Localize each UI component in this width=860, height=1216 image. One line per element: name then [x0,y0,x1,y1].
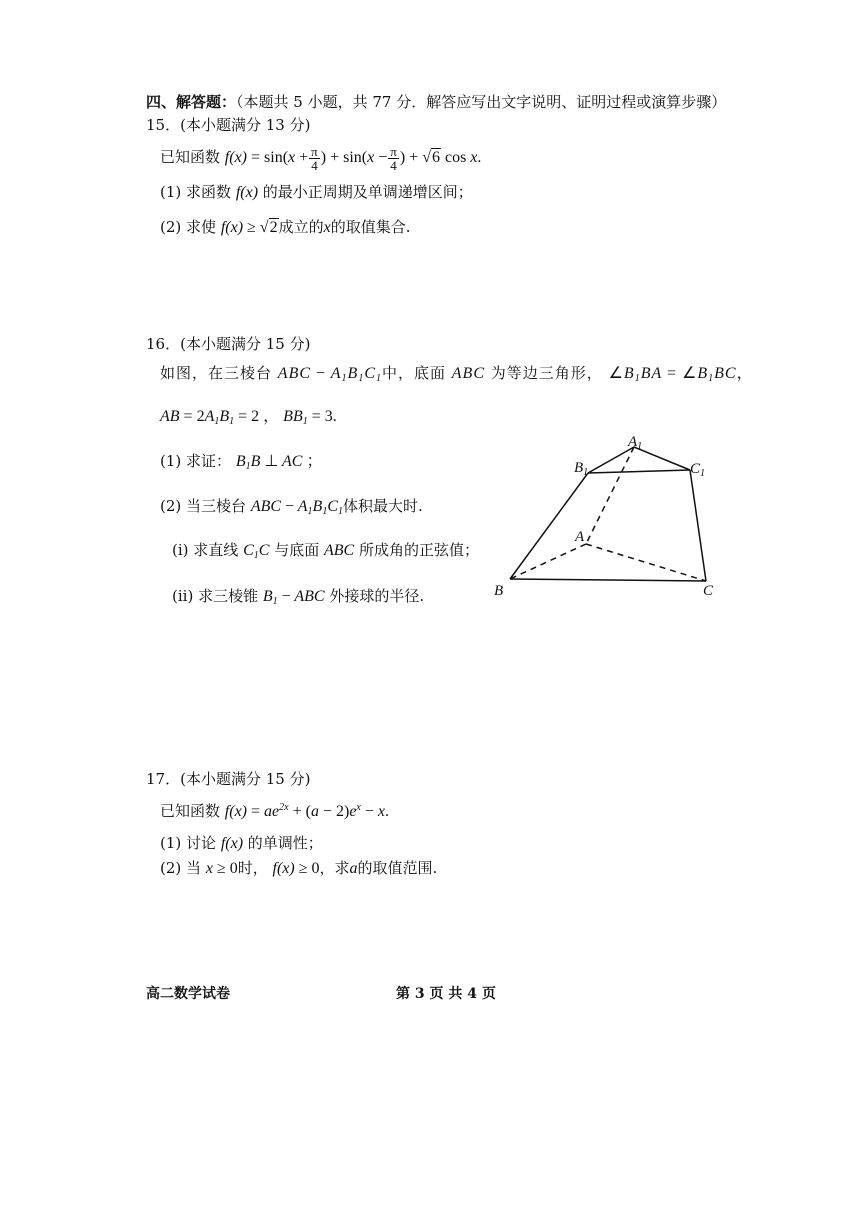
q16-frustum-name: ABC − $A_1B_1C_1$ [277,365,382,384]
q16-sub2-prefix: (ii) 求三棱锥 [172,587,259,605]
q17-part2 [160,858,437,879]
vertex-label-B1: $B_1$ [574,460,589,478]
q16-sub1-prefix: (i) 求直线 [172,541,239,559]
q17-intro [160,798,389,822]
q16-intro [160,363,754,389]
footer-exam-title: 高二数学试卷 [146,986,230,1002]
edge-B1-C1 [588,470,690,473]
q15-part2 [160,217,410,238]
q15-header: 15．(本小题满分 13 分) [146,116,311,134]
q15-part1-fx: f(x) [235,184,259,201]
q17-part2-a: a [349,860,358,877]
q17-intro-text: 已知函数 [160,802,221,820]
q15-part2-x: x [323,219,331,236]
q16-part2-frustum: ABC − $A_1B_1C_1$ [250,498,343,517]
q16-angle-condition: $\angle B_1BA$ = $\angle B_1BC$， [608,365,754,384]
edge-B1-B [510,473,588,579]
q16-sub1-mid: 与底面 [274,541,320,559]
q16-part1-prefix: (1) 求证： [160,452,232,470]
q17-header: 17．(本小题满分 15 分) [146,770,311,788]
q16-part1 [160,451,322,477]
q17-part1-suffix: 的单调性； [247,834,323,852]
q15-part1-prefix: (1) 求函数 [160,183,232,201]
edge-A1-A [586,447,634,544]
q16-part1-formula: $B_1B$ ⊥ AC ； [235,453,323,472]
q17-part1 [160,833,323,854]
q16-intro-mid2: 为等边三角形， [490,364,603,382]
q16-sub2 [172,586,424,612]
vertex-label-B: B [494,583,504,599]
q17-function-formula: $f(x) = ae^{2x} + (a - 2)e^x - x$. [224,802,390,820]
q17-part2-mid2: ，求 [319,859,350,877]
q15-part2-middle: 成立的 [278,218,324,236]
q16-part2-suffix: 体积最大时. [343,497,423,515]
section-note: （本题共 5 小题，共 77 分．解答应写出文字说明、证明过程或演算步骤） [236,93,727,111]
q15-part2-prefix: (2) 求使 [160,218,217,236]
q15-intro [160,145,481,172]
q16-sub1-line: $C_1C$ [243,542,270,561]
q17-part2-suffix: 的取值范围. [357,859,438,877]
q16-sub2-pyramid: $B_1$ − ABC [262,588,325,607]
q16-sub1-base: ABC [323,542,355,559]
vertex-label-A: A [575,529,585,545]
edge-A-B [510,544,586,579]
q15-intro-text: 已知函数 [160,148,221,167]
section-title: 四、解答题： [146,93,237,111]
vertex-label-C1: $C_1$ [690,461,706,479]
q15-part2-inequality: f(x) ≥ √2 [220,219,278,236]
q16-sub2-suffix: 外接球的半径. [329,587,425,605]
section-heading [146,92,726,112]
edge-C-C1 [690,470,706,581]
q15-part1-suffix: 的最小正周期及单调递增区间； [262,183,473,201]
q17-part1-prefix: (1) 讨论 [160,834,217,852]
vertex-label-C: C [703,583,714,599]
q16-header: 16．(本小题满分 15 分) [146,335,311,353]
q15-part1 [160,182,473,203]
q16-sub1 [172,540,479,566]
q15-function-formula: f(x) = sin(x + $\frac{\pi}{4}$ ) + sin(x − $\frac{\pi}{4}$ ) + √6 cos x. [224,144,482,173]
q16-part2 [160,496,423,522]
q17-part1-fx: f(x) [220,835,244,852]
q16-frustum-figure [480,425,740,615]
q17-part2-inequality: f(x) ≥ 0 [272,860,320,877]
edge-A1-C1 [634,447,690,470]
q16-base-name: ABC [451,365,485,382]
q16-length-formula: AB = $2A_1B_1 = 2$ ， $BB_1 = 3$. [160,408,337,427]
q16-sub1-suffix: 所成角的正弦值； [358,541,479,559]
footer-page-number: 第 3 页 共 4 页 [396,986,496,1002]
q17-part2-prefix: (2) 当 [160,859,202,877]
q16-intro-prefix: 如图，在三棱台 [160,364,273,382]
q17-part2-mid1: 时， [237,859,268,877]
q15-part2-suffix: 的取值集合. [330,218,411,236]
q16-intro-mid1: 中，底面 [381,364,446,382]
vertex-label-A1: $A_1$ [628,434,643,452]
q16-part2-prefix: (2) 当三棱台 [160,497,247,515]
edge-B-C [510,579,706,581]
edge-A-C [586,544,706,581]
q16-lengths [160,406,337,432]
q17-part2-condition: x ≥ 0 [205,860,238,877]
